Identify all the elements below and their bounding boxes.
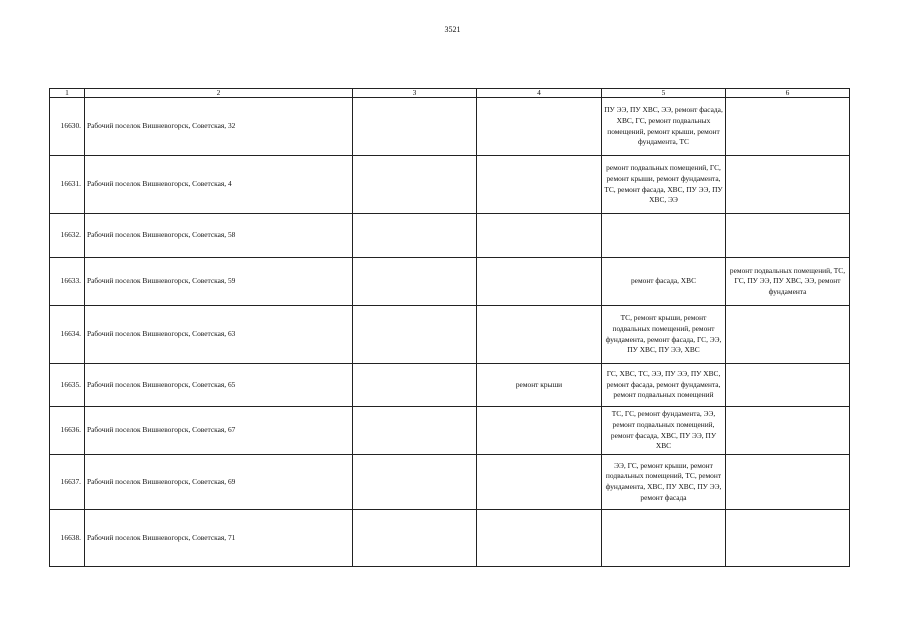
column-4-cell xyxy=(477,306,602,364)
table-row xyxy=(50,306,850,364)
address-cell: Рабочий поселок Вишневогорск, Советская, 32 xyxy=(85,98,353,156)
row-number: 16636. xyxy=(50,407,85,455)
column-3-cell xyxy=(353,407,477,455)
address-cell: Рабочий поселок Вишневогорск, Советская, 4 xyxy=(85,156,353,214)
header-row xyxy=(50,89,850,98)
table-row xyxy=(50,510,850,567)
column-3-cell xyxy=(353,156,477,214)
column-5-cell: ПУ ЭЭ, ПУ ХВС, ЭЭ, ремонт фасада, ХВС, ГС, ремонт подвальных помещений, ремонт крыши, ремонт фундамента, ТС xyxy=(602,98,726,156)
column-header: 5 xyxy=(602,89,726,98)
column-6-cell xyxy=(726,455,850,510)
column-3-cell xyxy=(353,214,477,258)
column-5-cell: ТС, ГС, ремонт фундамента, ЭЭ, ремонт подвальных помещений, ремонт фасада, ХВС, ПУ ЭЭ, ПУ ХВС xyxy=(602,407,726,455)
column-3-cell xyxy=(353,455,477,510)
column-5-cell: ремонт подвальных помещений, ГС, ремонт крыши, ремонт фундамента, ТС, ремонт фасада, ХВС, ПУ ЭЭ, ПУ ХВС, ЭЭ xyxy=(602,156,726,214)
row-number: 16633. xyxy=(50,258,85,306)
column-6-cell xyxy=(726,98,850,156)
column-header: 1 xyxy=(50,89,85,98)
row-number: 16634. xyxy=(50,306,85,364)
column-6-cell: ремонт подвальных помещений, ТС, ГС, ПУ ЭЭ, ПУ ХВС, ЭЭ, ремонт фундамента xyxy=(726,258,850,306)
table-row xyxy=(50,364,850,407)
table-row xyxy=(50,455,850,510)
column-5-cell xyxy=(602,510,726,567)
column-6-cell xyxy=(726,306,850,364)
column-5-cell: ремонт фасада, ХВС xyxy=(602,258,726,306)
column-4-cell xyxy=(477,98,602,156)
column-header: 4 xyxy=(477,89,602,98)
column-header: 6 xyxy=(726,89,850,98)
row-number: 16635. xyxy=(50,364,85,407)
column-5-cell: ТС, ремонт крыши, ремонт подвальных помещений, ремонт фундамента, ремонт фасада, ГС, ЭЭ, ПУ ХВС, ПУ ЭЭ, ХВС xyxy=(602,306,726,364)
table-row xyxy=(50,98,850,156)
table-row xyxy=(50,407,850,455)
address-cell: Рабочий поселок Вишневогорск, Советская, 65 xyxy=(85,364,353,407)
column-6-cell xyxy=(726,364,850,407)
column-3-cell xyxy=(353,258,477,306)
column-6-cell xyxy=(726,214,850,258)
table-row xyxy=(50,258,850,306)
table-row xyxy=(50,214,850,258)
column-3-cell xyxy=(353,364,477,407)
address-cell: Рабочий поселок Вишневогорск, Советская, 67 xyxy=(85,407,353,455)
column-4-cell: ремонт крыши xyxy=(477,364,602,407)
column-5-cell: ГС, ХВС, ТС, ЭЭ, ПУ ЭЭ, ПУ ХВС, ремонт фасада, ремонт фундамента, ремонт подвальных помещений xyxy=(602,364,726,407)
column-header: 3 xyxy=(353,89,477,98)
address-cell: Рабочий поселок Вишневогорск, Советская, 59 xyxy=(85,258,353,306)
column-4-cell xyxy=(477,510,602,567)
address-cell: Рабочий поселок Вишневогорск, Советская, 63 xyxy=(85,306,353,364)
address-cell: Рабочий поселок Вишневогорск, Советская, 71 xyxy=(85,510,353,567)
column-4-cell xyxy=(477,455,602,510)
row-number: 16638. xyxy=(50,510,85,567)
row-number: 16637. xyxy=(50,455,85,510)
address-cell: Рабочий поселок Вишневогорск, Советская, 69 xyxy=(85,455,353,510)
repair-schedule-table xyxy=(49,88,850,567)
column-3-cell xyxy=(353,306,477,364)
column-4-cell xyxy=(477,258,602,306)
column-5-cell: ЭЭ, ГС, ремонт крыши, ремонт подвальных помещений, ТС, ремонт фундамента, ХВС, ПУ ХВС, ПУ ЭЭ, ремонт фасада xyxy=(602,455,726,510)
page-number: 3521 xyxy=(444,25,461,34)
row-number: 16631. xyxy=(50,156,85,214)
row-number: 16630. xyxy=(50,98,85,156)
column-5-cell xyxy=(602,214,726,258)
column-4-cell xyxy=(477,214,602,258)
row-number: 16632. xyxy=(50,214,85,258)
column-4-cell xyxy=(477,407,602,455)
column-4-cell xyxy=(477,156,602,214)
column-3-cell xyxy=(353,98,477,156)
column-3-cell xyxy=(353,510,477,567)
column-6-cell xyxy=(726,407,850,455)
table-row xyxy=(50,156,850,214)
column-6-cell xyxy=(726,156,850,214)
address-cell: Рабочий поселок Вишневогорск, Советская, 58 xyxy=(85,214,353,258)
column-header: 2 xyxy=(85,89,353,98)
column-6-cell xyxy=(726,510,850,567)
